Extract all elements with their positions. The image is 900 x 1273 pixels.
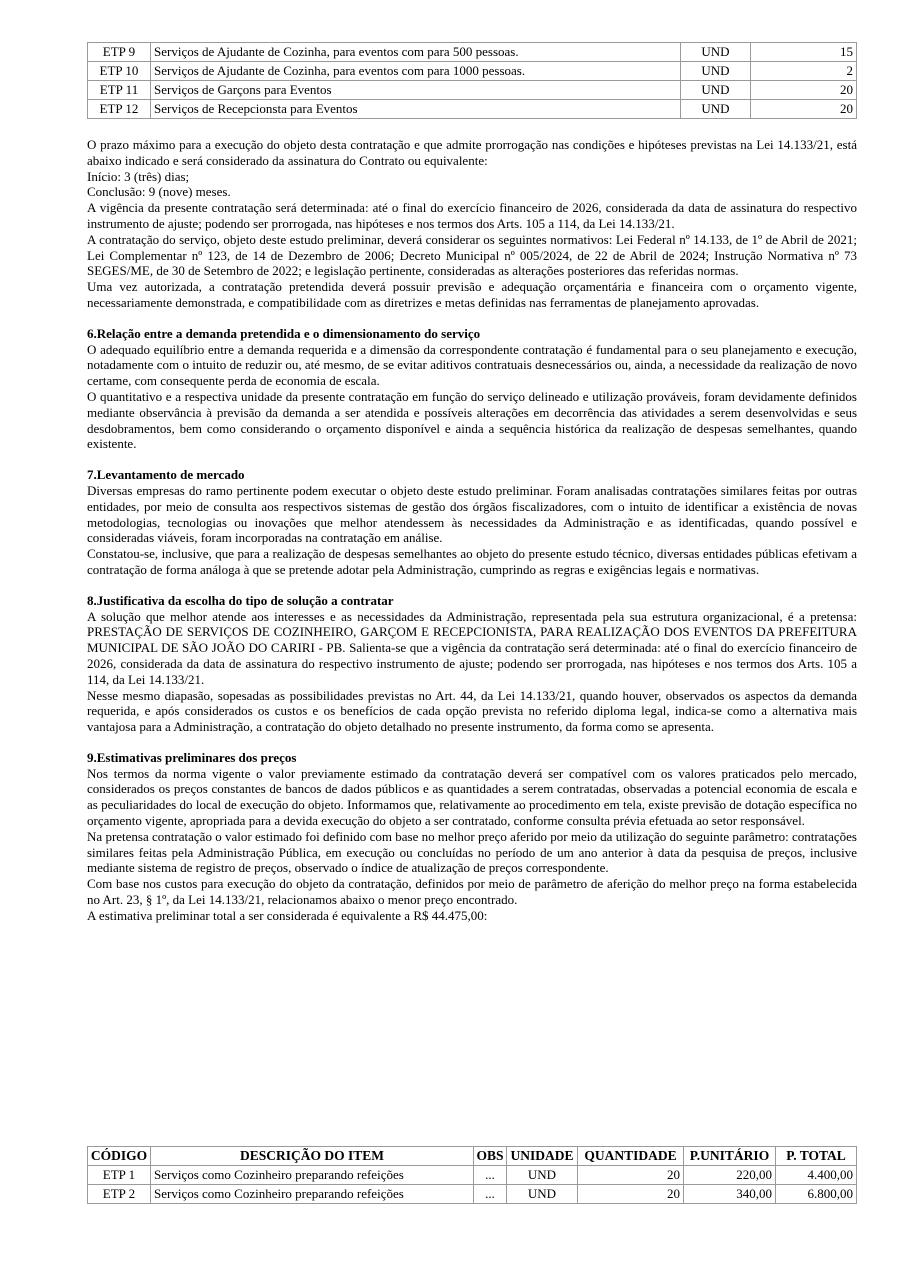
header-unit-price: P.UNITÁRIO: [684, 1147, 776, 1166]
header-obs: OBS: [474, 1147, 507, 1166]
item-obs: ...: [474, 1185, 507, 1204]
price-table: [87, 1146, 857, 1204]
completion-deadline: Conclusão: 9 (nove) meses.: [87, 184, 231, 200]
item-quantity: 20: [578, 1166, 684, 1185]
section-9-paragraph: Na pretensa contratação o valor estimado foi definido com base no melhor preço aferido por meio da utilização do seguinte parâmetro: contratações similares feitas pela Administração Pública, em execução ou concluídas no período de um ano anterior à data da pesquisa de preços, inclusive mediante sistema de registro de preços, observado o índice de atualização de preços correspondente.: [87, 828, 857, 876]
header-description: DESCRIÇÃO DO ITEM: [151, 1147, 474, 1166]
item-quantity: 20: [578, 1185, 684, 1204]
item-code: ETP 11: [88, 81, 151, 100]
header-total: P. TOTAL: [776, 1147, 857, 1166]
item-unit: UND: [507, 1185, 578, 1204]
table-row: [88, 100, 857, 119]
item-obs: ...: [474, 1166, 507, 1185]
estimate-total: A estimativa preliminar total a ser considerada é equivalente a R$ 44.475,00:: [87, 907, 488, 923]
item-quantity: 20: [751, 100, 857, 119]
item-description: Serviços de Garçons para Eventos: [151, 81, 681, 100]
items-table: [87, 42, 857, 119]
validity-paragraph: A vigência da presente contratação será determinada: até o final do exercício financeiro de 2026, considerada da data de assinatura do respectivo instrumento de ajuste; podendo ser prorrogada, nas hipóteses e nos termos dos Arts. 105 a 114, da Lei 14.133/21.: [87, 200, 857, 231]
item-unit: UND: [681, 100, 751, 119]
item-total: 4.400,00: [776, 1166, 857, 1185]
regulations-paragraph: A contratação do serviço, objeto deste estudo preliminar, deverá considerar os seguintes normativos: Lei Federal nº 14.133, de 1º de Abril de 2021; Lei Complementar nº 123, de 14 de Dezembro de 2006; Decreto Municipal nº 005/2024, de 22 de Abril de 2024; Instrução Normativa nº 73 SEGES/ME, de 30 de Setembro de 2022; e legislação pertinente, consideradas as alterações posteriores das referidas normas.: [87, 231, 857, 279]
item-description: Serviços de Ajudante de Cozinha, para eventos com para 1000 pessoas.: [151, 62, 681, 81]
header-code: CÓDIGO: [88, 1147, 151, 1166]
item-description: Serviços de Recepcionsta para Eventos: [151, 100, 681, 119]
item-unit: UND: [681, 81, 751, 100]
item-unit-price: 340,00: [684, 1185, 776, 1204]
item-code: ETP 12: [88, 100, 151, 119]
section-6-title: 6.Relação entre a demanda pretendida e o dimensionamento do serviço: [87, 325, 481, 341]
section-7-paragraph: Constatou-se, inclusive, que para a realização de despesas semelhantes ao objeto do presente estudo técnico, diversas entidades públicas efetivam a contratação de forma análoga à que se pretende adotar pela Administração, cumprindo as regras e exigências legais e normativas.: [87, 546, 857, 577]
item-code: ETP 10: [88, 62, 151, 81]
item-description: Serviços de Ajudante de Cozinha, para eventos com para 500 pessoas.: [151, 43, 681, 62]
section-8-title: 8.Justificativa da escolha do tipo de solução a contratar: [87, 592, 394, 608]
table-header-row: [88, 1147, 857, 1166]
item-code: ETP 2: [88, 1185, 151, 1204]
table-row: [88, 43, 857, 62]
section-6-paragraph: O quantitativo e a respectiva unidade da presente contratação em função do serviço delineado e utilização prováveis, foram devidamente definidos mediante observância à previsão da demanda a ser atendida e possíveis alterações em decorrência das atividades a serem desenvolvidas e seus desdobramentos, bem como considerando o orçamento disponível e ainda a sequência histórica da realização de despesas semelhantes, quando existente.: [87, 388, 857, 452]
item-unit: UND: [681, 43, 751, 62]
item-quantity: 20: [751, 81, 857, 100]
section-9-title: 9.Estimativas preliminares dos preços: [87, 749, 297, 765]
item-unit-price: 220,00: [684, 1166, 776, 1185]
item-code: ETP 1: [88, 1166, 151, 1185]
item-code: ETP 9: [88, 43, 151, 62]
table-row: [88, 81, 857, 100]
item-quantity: 15: [751, 43, 857, 62]
section-9-paragraph: Nos termos da norma vigente o valor previamente estimado da contratação deverá ser compatível com os valores praticados pelo mercado, considerados os preços constantes de bancos de dados públicos e as quantidades a serem contratadas, observadas a potencial economia de escala e as peculiaridades do local de execução do objeto. Informamos que, relativamente ao procedimento em tela, existe previsão de dotação específica no orçamento vigente, apropriada para a devida execução do objeto a ser contratado, conforme consulta prévia efetuada ao setor responsável.: [87, 765, 857, 829]
item-total: 6.800,00: [776, 1185, 857, 1204]
section-7-paragraph: Diversas empresas do ramo pertinente podem executar o objeto deste estudo preliminar. Foram analisadas contratações similares feitas por outras entidades, por meio de consulta aos respectivos sistemas de gestão dos órgãos fiscalizadores, com o intuito de identificar a existência de novas metodologias, tecnologias ou inovações que melhor atendessem às necessidades da Administração e as identificadas, quando possível e consideradas viáveis, foram incorporadas na contratação em análise.: [87, 482, 857, 546]
start-deadline: Início: 3 (três) dias;: [87, 168, 190, 184]
section-9-paragraph: Com base nos custos para execução do objeto da contratação, definidos por meio de parâmetro de aferição do melhor preço na forma estabelecida no Art. 23, § 1º, da Lei 14.133/21, relacionamos abaixo o menor preço encontrado.: [87, 876, 857, 908]
item-description: Serviços como Cozinheiro preparando refeições: [151, 1185, 474, 1204]
section-8-paragraph: Nesse mesmo diapasão, sopesadas as possibilidades previstas no Art. 44, da Lei 14.133/21, quando houver, observados os aspectos da demanda requerida, e após considerados os custos e os benefícios de cada opção prevista no referido diploma legal, indica-se como a alternativa mais vantajosa para a Administração, a contratação do objeto detalhado no presente instrumento, da forma como se apresenta.: [87, 687, 857, 735]
section-6-paragraph: O adequado equilíbrio entre a demanda requerida e a dimensão da correspondente contratação é fundamental para o seu planejamento e execução, notadamente com o intuito de reduzir ou, até mesmo, de se evitar aditivos contratuais desnecessários ou, ainda, a necessidade da realização de novo certame, com consequente perda de economia de escala.: [87, 341, 857, 389]
table-row: [88, 1185, 857, 1204]
budget-paragraph: Uma vez autorizada, a contratação pretendida deverá possuir previsão e adequação orçamentária e financeira com o orçamento vigente, necessariamente demonstrada, e compatibilidade com as diretrizes e metas definidas nas ferramentas de planejamento aprovadas.: [87, 279, 857, 310]
header-unit: UNIDADE: [507, 1147, 578, 1166]
item-unit: UND: [507, 1166, 578, 1185]
header-quantity: QUANTIDADE: [578, 1147, 684, 1166]
item-quantity: 2: [751, 62, 857, 81]
table-row: [88, 62, 857, 81]
section-8-paragraph: A solução que melhor atende aos interesses e as necessidades da Administração, representada pela sua estrutura organizacional, é a pretensa: PRESTAÇÃO DE SERVIÇOS DE COZINHEIRO, GARÇOM E RECEPCIONISTA, PARA REALIZAÇÃO DOS EVENTOS DA PREFEITURA MUNICIPAL DE SÃO JOÃO DO CARIRI - PB. Salienta-se que a vigência da contratação será determinada: até o final do exercício financeiro de 2026, considerada da data de assinatura do respectivo instrumento de ajuste; podendo ser prorrogada, nas hipóteses e nos termos dos Arts. 105 a 114, da Lei 14.133/21.: [87, 608, 857, 687]
intro-paragraph: O prazo máximo para a execução do objeto desta contratação e que admite prorrogação nas condições e hipóteses previstas na Lei 14.133/21, está abaixo indicado e será considerado da assinatura do Contrato ou equivalente:: [87, 137, 857, 168]
item-unit: UND: [681, 62, 751, 81]
table-row: [88, 1166, 857, 1185]
section-7-title: 7.Levantamento de mercado: [87, 467, 245, 483]
document-body: [87, 137, 857, 924]
item-description: Serviços como Cozinheiro preparando refeições: [151, 1166, 474, 1185]
